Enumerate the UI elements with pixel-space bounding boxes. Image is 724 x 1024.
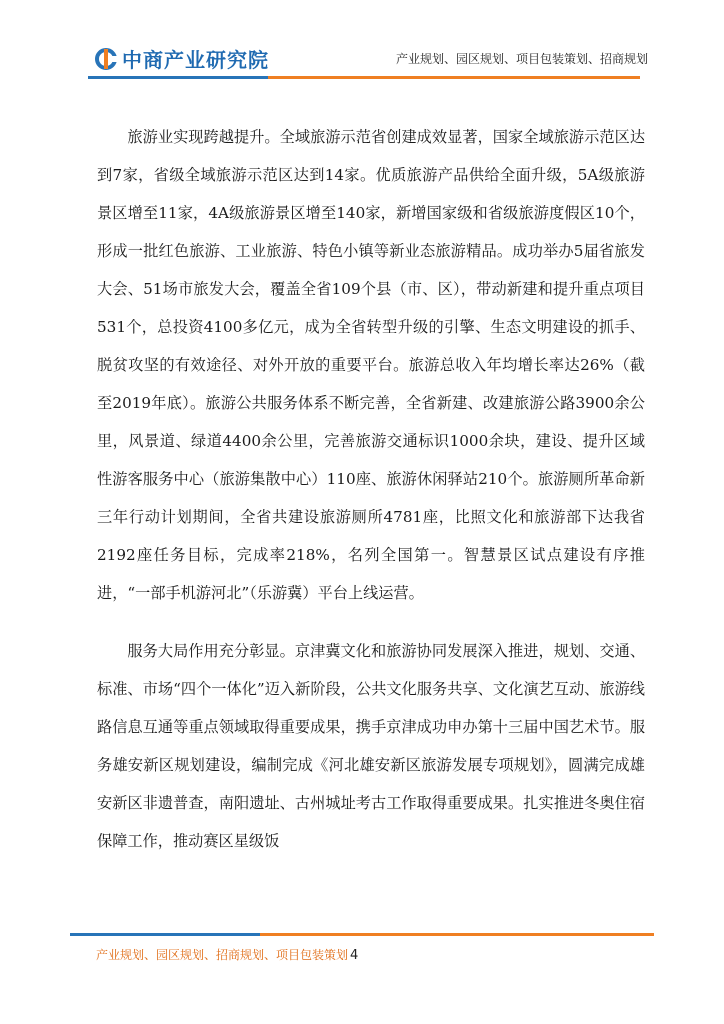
page-header — [0, 0, 724, 90]
logo[interactable] — [94, 44, 269, 73]
logo-text: 中商产业研究院 — [122, 48, 269, 72]
header-rule-blue — [88, 76, 268, 79]
footer-text: 产业规划、园区规划、招商规划、项目包装策划 — [96, 948, 349, 962]
page-footer — [96, 946, 358, 963]
footer-rule-blue — [70, 933, 260, 936]
header-rule-orange — [268, 76, 640, 79]
paragraph-service-overall: 服务大局作用充分彰显。京津冀文化和旅游协同发展深入推进，规划、交通、标准、市场“四个一体化”迈入新阶段，公共文化服务共享、文化演艺互动、旅游线路信息互通等重点领域取得重要成果，携手京津成功申办第十三届中国艺术节。服务雄安新区规划建设，编制完成《河北雄安新区旅游发展专项规划》，圆满完成雄安新区非遗普查，南阳遗址、古州城址考古工作取得重要成果。扎实推进冬奥住宿保障工作，推动赛区星级饭 — [97, 642, 645, 850]
footer-rule-orange — [260, 933, 654, 936]
header-tagline: 产业规划、园区规划、项目包装策划、招商规划 — [395, 52, 648, 66]
page-number: 4 — [350, 948, 359, 963]
paragraph-tourism-upgrade: 旅游业实现跨越提升。全域旅游示范省创建成效显著，国家全域旅游示范区达到7家，省级全域旅游示范区达到14家。优质旅游产品供给全面升级，5A级旅游景区增至11家，4A级旅游景区增至140家，新增国家级和省级旅游度假区10个，形成一批红色旅游、工业旅游、特色小镇等新业态旅游精品。成功举办5届省旅发大会、51场市旅发大会，覆盖全省109个县（市、区），带动新建和提升重点项目531个，总投资4100多亿元，成为全省转型升级的引擎、生态文明建设的抓手、脱贫攻坚的有效途径、对外开放的重要平台。旅游总收入年均增长率达26%（截至2019年底）。旅游公共服务体系不断完善，全省新建、改建旅游公路3900余公里，风景道、绿道4400余公里，完善旅游交通标识1000余块，建设、提升区域性游客服务中心（旅游集散中心）110座、旅游休闲驿站210个。旅游厕所革命新三年行动计划期间，全省共建设旅游厕所4781座，比照文化和旅游部下达我省2192座任务目标，完成率218%，名列全国第一。智慧景区试点建设有序推进，“一部手机游河北”（乐游冀）平台上线运营。 — [97, 128, 645, 602]
body-content — [97, 118, 645, 860]
logo-icon — [94, 47, 118, 71]
